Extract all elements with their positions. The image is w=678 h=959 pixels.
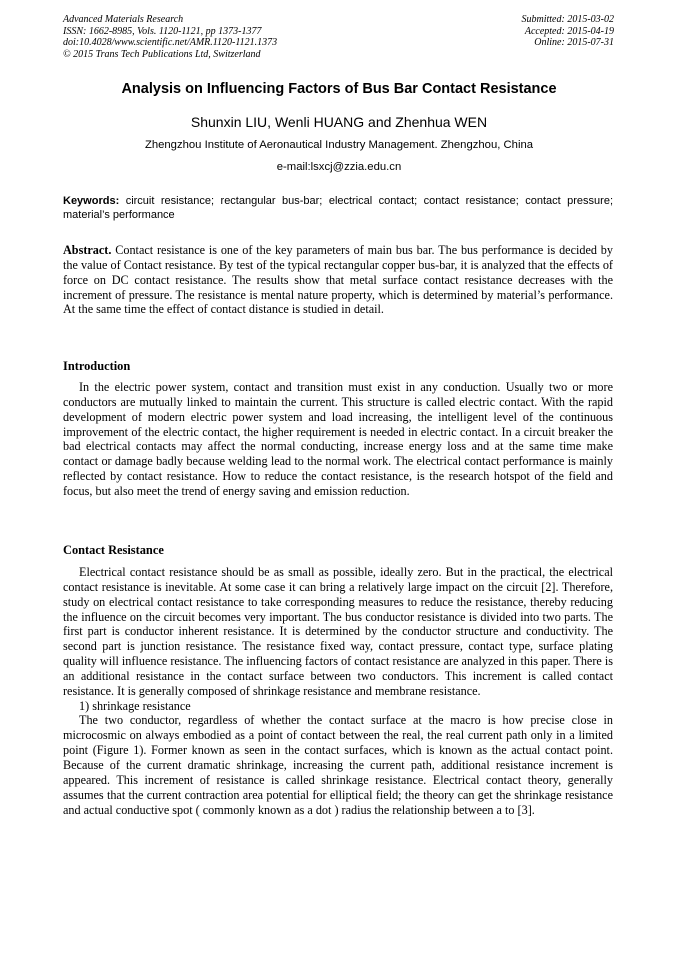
contact-resistance-paragraph-1: Electrical contact resistance should be as small as possible, ideally zero. But in the practical, the electrical contact resistance is inevitable. At some case it can bring a relatively large impact on the circuit [2]. Therefore, study on electrical contact resistance to take corresponding measures to reduce the resistance, thereby reducing the influence on the circuit becomes very important. The bus conductor resistance is divided into two parts. The first part is conductor inherent resistance. It is determined by the conductor structure and conductivity. The second part is junction resistance. The resistance fixed way, contact pressure, contact type, surface plating quality will influence resistance. The influencing factors of contact resistance are analyzed in this paper. There is an additional resistance in the contact surface between two conductors. This increment is called contact resistance. It is generally composed of shrinkage resistance and membrane resistance. (63, 565, 613, 698)
copyright-line: © 2015 Trans Tech Publications Ltd, Switzerland (63, 48, 261, 60)
doi-line: doi:10.4028/www.scientific.net/AMR.1120-1121.1373 (63, 37, 278, 48)
introduction-paragraph: In the electric power system, contact and transition must exist in any conduction. Usually two or more conductors are mutually linked to maintain the current. This structure is called electric contact. With the rapid development of modern electric power system and load increasing, the intelligent level of the continuous improvement of the electric contact, the higher requirement is needed in electric contact. In a circuit breaker the bad electrical contacts may affect the normal conducting, increase energy loss and at the same time make contact or damage badly because welding lead to the normal work. The electrical contact performance is mainly reflected by contact resistance. How to reduce the contact resistance, is the research hotspot of the field and focus, but also meet the trend of energy saving and emission reduction. (63, 380, 613, 498)
header-dates (522, 14, 615, 49)
online-date: Online: 2015-07-31 (534, 37, 614, 48)
submitted-date: Submitted: 2015-03-02 (521, 14, 614, 25)
abstract-label: Abstract. (63, 243, 112, 257)
contact-resistance-paragraph-2: The two conductor, regardless of whether the contact surface at the macro is how precise close in microcosmic on always embodied as a point of contact between the real, the real current path only in a limited point (Figure 1). Former known as seen in the contact surfaces, which is known as the actual contact point. Because of the current dramatic shrinkage, increasing the current path, additional resistance increment is appeared. This increment of resistance is called shrinkage resistance. Electrical contact theory, generally assumes that the current contraction area potential for elliptical field; the theory can get the shrinkage resistance and actual conductive spot ( commonly known as a dot ) radius the relationship between a to [3]. (63, 713, 613, 817)
keywords-section (63, 194, 613, 222)
contact-resistance-heading: Contact Resistance (63, 543, 164, 557)
journal-name: Advanced Materials Research (63, 14, 184, 25)
issn-line: ISSN: 1662-8985, Vols. 1120-1121, pp 1373-1377 (63, 25, 262, 37)
contact-resistance-section (63, 565, 613, 817)
author-list: Shunxin LIU, Wenli HUANG and Zhenhua WEN (190, 114, 488, 130)
introduction-section (63, 380, 613, 499)
abstract-section (63, 243, 613, 317)
affiliation: Zhengzhou Institute of Aeronautical Industry Management. Zhengzhou, China (144, 139, 534, 151)
keywords-text: circuit resistance; rectangular bus-bar; electrical contact; contact resistance; contact pressure; material’s performance (63, 195, 613, 221)
shrinkage-resistance-subheading: 1) shrinkage resistance (79, 698, 191, 713)
email-address: e-mail:lsxcj@zzia.edu.cn (276, 161, 402, 173)
paper-title: Analysis on Influencing Factors of Bus Bar Contact Resistance (121, 81, 557, 97)
accepted-date: Accepted: 2015-04-19 (524, 25, 614, 37)
keywords-label: Keywords: (63, 195, 120, 207)
introduction-heading: Introduction (63, 359, 131, 373)
abstract-text: Contact resistance is one of the key parameters of main bus bar. The bus performance is decided by the value of Contact resistance. By test of the typical rectangular copper bus-bar, it is analyzed that the effects of force on DC contact resistance. The results show that metal surface contact resistance decreases with the increment of pressure. The resistance is mental nature property, which is determined by material’s performance. At the same time the effect of contact distance is studied in detail. (63, 243, 613, 317)
header-publication-info (63, 14, 277, 60)
